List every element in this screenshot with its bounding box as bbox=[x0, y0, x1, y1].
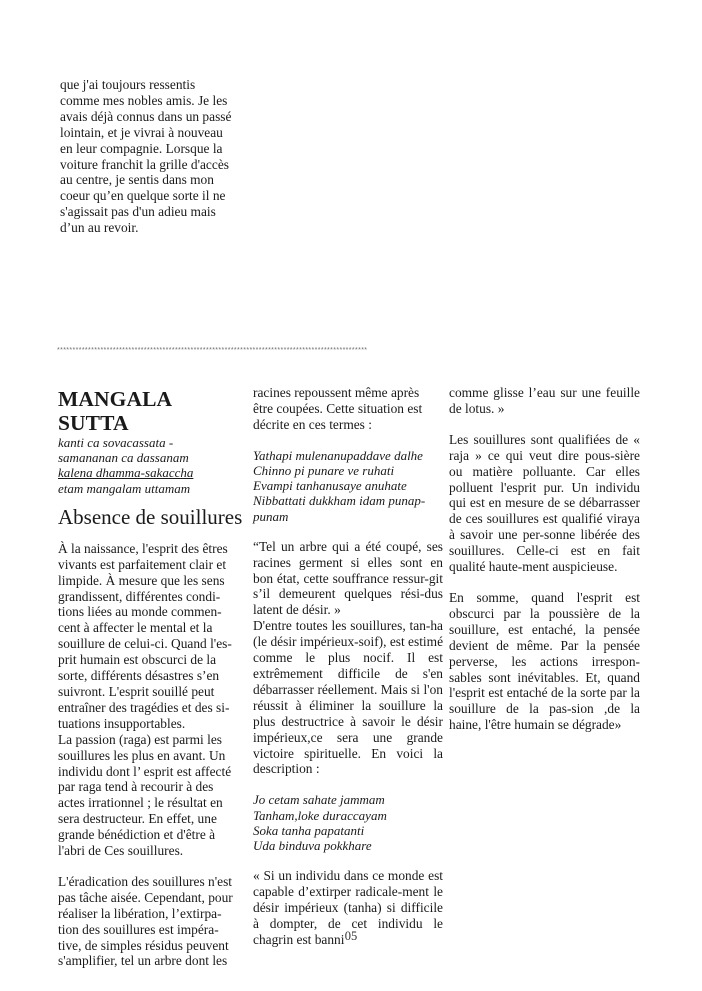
pali-verse bbox=[253, 448, 443, 524]
text-line: L'éradication des souillures n'est bbox=[58, 873, 233, 889]
text-line: par raga tend à recourir à des bbox=[58, 779, 214, 795]
text-line: racines repoussent même après bbox=[253, 385, 420, 400]
verse-line: Evampi tanhanusaye anuhate bbox=[253, 478, 407, 494]
verse-line: Soka tanha papatanti bbox=[253, 822, 365, 838]
paragraph-spacer bbox=[253, 777, 443, 792]
text-line: comme mes nobles amis. Je les bbox=[60, 92, 228, 108]
text-line: s'agissait pas d'un adieu mais bbox=[60, 204, 216, 220]
text-line: que j'ai toujours ressentis bbox=[60, 77, 196, 92]
paragraph-spacer bbox=[58, 859, 246, 874]
paragraph bbox=[58, 541, 246, 859]
paragraph-spacer bbox=[253, 524, 443, 539]
paragraph-spacer bbox=[253, 853, 443, 868]
verse-line: etam mangalam uttamam bbox=[58, 480, 191, 496]
text-line: lointain, et je vivrai à nouveau bbox=[60, 124, 223, 140]
text-line: grande bénédiction et d'être à bbox=[58, 827, 216, 843]
text-line: prit humain est obscurci de la bbox=[58, 652, 217, 668]
section-heading: Absence de souillures bbox=[58, 504, 243, 529]
text-line: être coupées. Cette situation est bbox=[253, 400, 423, 416]
paragraph: D'entre toutes les souillures, tan-ha (le désir impérieux-soif), est estimé comme le plus nocif. Il est extrêmement difficile de s'en débarrasser réellement. Mais si l'on réussit à éliminer la souillure la plus destructrice à savoir le désir impérieux,ce sera une grande victoire spirituelle. En voici la description : bbox=[253, 618, 444, 777]
text-line: au centre, je sentis dans mon bbox=[60, 172, 214, 188]
verse-line: Tanham,loke duraccayam bbox=[253, 807, 387, 823]
text-line: l'abri de Ces souillures. bbox=[58, 843, 184, 859]
pali-verse bbox=[58, 435, 246, 496]
verse-line: Chinno pi punare ve ruhati bbox=[253, 462, 395, 478]
text-line: individu dont l’ esprit est affecté bbox=[58, 763, 232, 779]
text-line: vivants est parfaitement clair et bbox=[58, 556, 227, 572]
column-1 bbox=[58, 385, 246, 969]
paragraph: En somme, quand l'esprit est obscurci par la poussière de la souillure, est entaché, la pensée devient de même. Par la pensée perverse, les actions irrespon-sables sont inévitables. Et, quand l'esprit est entaché de la sorte par la souillure de la pas-sion ,de la haine, l'être humain se dégrade» bbox=[449, 589, 640, 733]
text-line: limpide. À mesure que les sens bbox=[58, 572, 225, 588]
column-3 bbox=[449, 385, 640, 733]
text-line: tuations insupportables. bbox=[58, 715, 186, 731]
text-line: entraîner des tragédies et des si- bbox=[58, 699, 230, 715]
verse-line: Uda binduva pokkhare bbox=[253, 837, 372, 853]
verse-line: Yathapi mulenanupaddave dalhe bbox=[253, 447, 423, 463]
text-line: tions liées au monde commen- bbox=[58, 604, 222, 620]
text-line: actes irrationnel ; le résultat en bbox=[58, 795, 223, 811]
quote-paragraph: « Si un individu dans ce monde est capable d’extirper radicale-ment le désir impérieux (tanha) si difficile à dompter, de cet individu le chagrin est banni bbox=[253, 868, 443, 947]
text-line: sera destructeur. En effet, une bbox=[58, 811, 217, 827]
paragraph-spacer bbox=[253, 433, 443, 448]
verse-line: Jo cetam sahate jammam bbox=[253, 792, 385, 808]
paragraph: Les souillures sont qualifiées de « raja » ce qui veut dire pous-sière ou matière polluante. Car elles polluent l'esprit pur. Un individu qui est en mesure de se débarrasser de ces souillures est qualifié viraya à savoir une per-sonne libérée des souillures. Celle-ci est en fait qualité haute-ment auspicieuse. bbox=[449, 431, 640, 575]
text-line: souillure de celui-ci. Quand l'es- bbox=[58, 636, 232, 652]
text-line: coeur qu’en quelque sorte il ne bbox=[60, 188, 226, 204]
quote-paragraph: comme glisse l’eau sur une feuille de lotus. » bbox=[449, 385, 640, 416]
text-line: avais déjà connus dans un passé bbox=[60, 108, 232, 124]
text-line: À la naissance, l'esprit des êtres bbox=[58, 540, 228, 556]
text-line: tion des souillures est impéra- bbox=[58, 921, 219, 937]
text-line: souillures les plus en avant. Un bbox=[58, 747, 226, 763]
text-line: d’un au revoir. bbox=[60, 220, 139, 236]
text-line: décrite en ces termes : bbox=[253, 416, 372, 432]
text-line: grandissent, différentes condi- bbox=[58, 588, 221, 604]
page-number: 05 bbox=[344, 929, 358, 943]
paragraph bbox=[253, 385, 443, 433]
text-line: cent à affecter le mental et la bbox=[58, 620, 213, 636]
quote-paragraph: “Tel un arbre qui a été coupé, ses racines germent si elles sont en bon état, cette souffrance ressur-git s’il demeurent quelques rési-dus latent de désir. » bbox=[253, 538, 443, 618]
top-continuation-text bbox=[60, 77, 255, 236]
paragraph bbox=[58, 874, 246, 969]
verse-line: kanti ca sovacassata - bbox=[58, 435, 174, 450]
asterisk-separator: **************************************************************************************************** bbox=[57, 347, 368, 354]
paragraph-spacer bbox=[449, 575, 640, 590]
verse-line: Nibbattati dukkham idam punap- bbox=[253, 493, 426, 509]
column-2 bbox=[253, 385, 443, 948]
text-line: tive, de simples résidus peuvent bbox=[58, 937, 229, 953]
text-line: La passion (raga) est parmi les bbox=[58, 731, 222, 747]
verse-line: punam bbox=[253, 508, 289, 524]
article-title: MANGALA SUTTA bbox=[58, 387, 171, 435]
text-line: pas tâche aisée. Cependant, pour bbox=[58, 889, 233, 905]
text-line: en leur compagnie. Lorsque la bbox=[60, 140, 223, 156]
text-line: s'amplifier, tel un arbre dont les bbox=[58, 953, 228, 969]
text-line: sorte, différents désastres s’en bbox=[58, 668, 220, 684]
verse-line: samananan ca dassanam bbox=[58, 450, 189, 466]
text-line: voiture franchit la grille d'accès bbox=[60, 156, 229, 172]
verse-line-underlined: kalena dhamma-sakaccha bbox=[58, 465, 194, 481]
text-line: réaliser la libération, l’extirpa- bbox=[58, 905, 222, 921]
text-line: suivront. L'esprit souillé peut bbox=[58, 683, 215, 699]
pali-verse bbox=[253, 792, 443, 853]
paragraph-spacer bbox=[449, 417, 640, 432]
